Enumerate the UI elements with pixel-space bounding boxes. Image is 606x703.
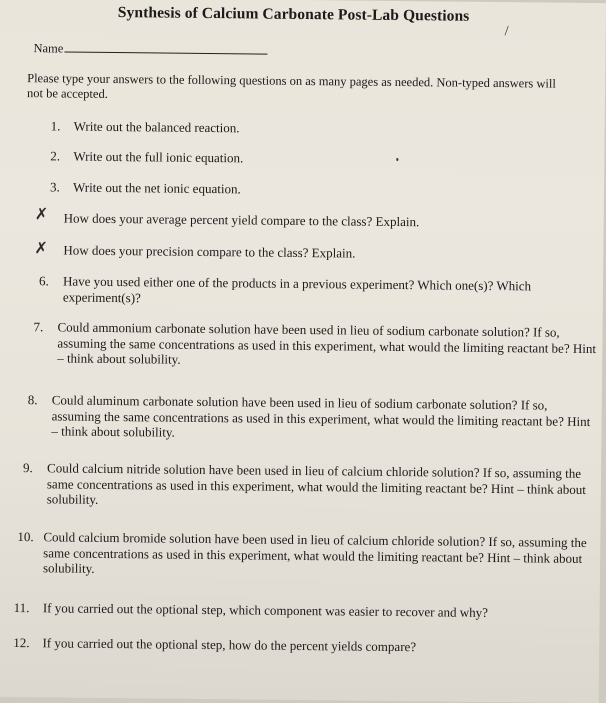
question-number: 2. <box>50 148 61 164</box>
question-text: Could calcium nitride solution have been used in lieu of calcium chloride solution? If so, assuming the same concentrations as used in this experiment, what would the limiting reactant be? Hint – think about solubility. <box>46 460 586 507</box>
question-2 <box>50 148 550 169</box>
name-field <box>33 41 267 58</box>
question-number: 3. <box>49 179 60 195</box>
page-title: Synthesis of Calcium Carbonate Post-Lab Questions <box>117 4 470 25</box>
question-text: Write out the full ionic equation. <box>73 148 244 166</box>
question-text: How does your average percent yield compare to the class? Explain. <box>63 210 420 230</box>
question-text: Could ammonium carbonate solution have been used in lieu of sodium carbonate solution? If so, assuming the same concentrations as used in this experiment, what would the limiting reactant be? Hint – think about solubility. <box>57 319 597 367</box>
question-number: 6. <box>38 273 49 289</box>
question-9 <box>23 460 599 513</box>
question-4 <box>64 211 564 232</box>
question-6 <box>39 273 588 310</box>
question-text: Write out the balanced reaction. <box>73 118 240 136</box>
x-mark-icon: ✗ <box>34 204 49 224</box>
question-text: If you carried out the optional step, how do the percent yields compare? <box>42 635 417 655</box>
x-mark-icon: ✗ <box>34 238 48 258</box>
pen-mark: / <box>504 24 509 40</box>
question-8 <box>27 392 597 444</box>
question-text: Could calcium bromide solution have been used in lieu of calcium chloride solution? If so, assuming the same concentrations as used in this experiment, what would the limiting reactant be? Hint – think about solubility. <box>42 529 587 576</box>
pen-dot <box>396 158 398 161</box>
question-12 <box>13 635 573 656</box>
question-number: 8. <box>27 392 38 408</box>
question-text: If you carried out the optional step, which component was easier to recover and why? <box>42 600 489 620</box>
question-number: 9. <box>23 460 33 476</box>
question-number: 12. <box>13 635 30 651</box>
question-number: 7. <box>33 319 44 335</box>
name-blank-line <box>64 42 267 55</box>
question-11 <box>14 600 574 621</box>
question-text: How does your precision compare to the class? Explain. <box>63 242 356 261</box>
question-7 <box>33 319 597 371</box>
question-number: 10. <box>17 529 34 545</box>
question-text: Could aluminum carbonate solution have been used in lieu of sodium carbonate solution? If so, assuming the same concentrations as used in this experiment, what would the limiting reactant be? Hint – think about solubility. <box>51 392 591 440</box>
question-number: 11. <box>13 600 30 616</box>
question-1 <box>51 118 551 139</box>
question-5 <box>63 243 563 264</box>
question-number: 1. <box>50 118 61 134</box>
instructions: Please type your answers to the following questions on as many pages as needed. Non-typed answers will not be accepted. <box>26 71 556 101</box>
question-3 <box>50 179 550 200</box>
question-10 <box>17 529 601 582</box>
question-text: Write out the net ionic equation. <box>72 179 241 197</box>
question-text: Have you used either one of the products in a previous experiment? Which one(s)? Which experiment(s)? <box>62 273 532 305</box>
name-label: Name <box>33 41 64 56</box>
